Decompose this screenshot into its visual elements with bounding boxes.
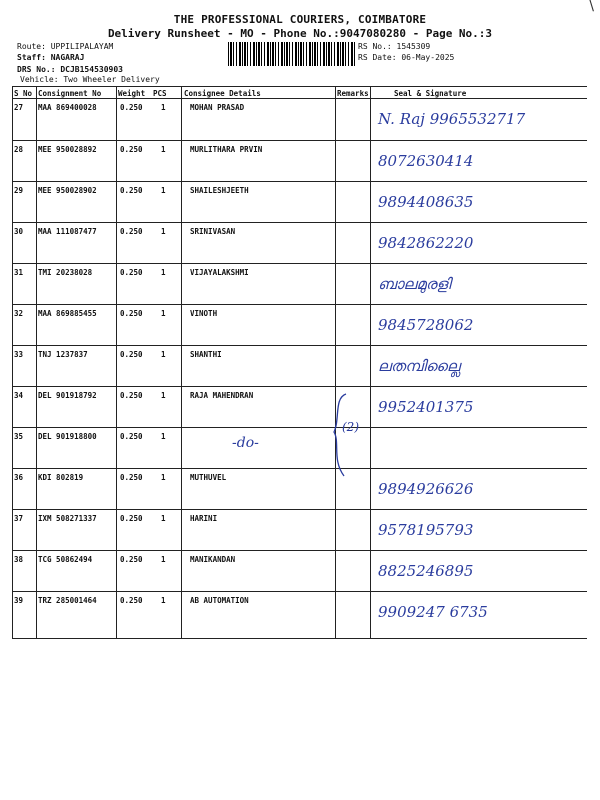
row-consignee: RAJA MAHENDRAN <box>190 391 254 400</box>
row-consignee: SHAILESHJEETH <box>190 186 249 195</box>
row-weight: 0.250 <box>120 391 143 400</box>
row-pcs: 1 <box>161 432 166 441</box>
row-consignee: VINOTH <box>190 309 218 318</box>
row-consignment-no: MEE 950028902 <box>38 186 97 195</box>
row-consignment-no: TMI 20238028 <box>38 268 93 277</box>
row-weight: 0.250 <box>120 555 143 564</box>
row-consignee: MOHAN PRASAD <box>190 103 245 112</box>
row-consignment-no: TNJ 1237837 <box>38 350 88 359</box>
row-signature: 9894926626 <box>378 480 474 498</box>
remark-bracket <box>326 390 366 480</box>
drs-label: DRS No.: DCJB154530903 <box>17 65 123 74</box>
row-divider <box>12 345 587 346</box>
row-weight: 0.250 <box>120 514 143 523</box>
route-label: Route: UPPILIPALAYAM <box>17 42 114 51</box>
row-consignment-no: MAA 111087477 <box>38 227 97 236</box>
row-consignee: VIJAYALAKSHMI <box>190 268 249 277</box>
row-consignment-no: MAA 869885455 <box>38 309 97 318</box>
row-sno: 35 <box>14 432 24 441</box>
row-weight: 0.250 <box>120 432 143 441</box>
row-pcs: 1 <box>161 103 166 112</box>
row-divider <box>12 468 587 469</box>
row-sno: 36 <box>14 473 24 482</box>
row-signature: 9842862220 <box>378 234 474 252</box>
row-sno: 39 <box>14 596 24 605</box>
row-consignment-no: TRZ 285001464 <box>38 596 97 605</box>
row-weight: 0.250 <box>120 145 143 154</box>
row-pcs: 1 <box>161 350 166 359</box>
row-divider <box>12 140 587 141</box>
row-divider <box>12 222 587 223</box>
row-divider <box>12 550 587 551</box>
row-weight: 0.250 <box>120 596 143 605</box>
row-sno: 27 <box>14 103 24 112</box>
col-header-remarks: Remarks <box>337 89 369 98</box>
col-header-consignment: Consignment No <box>38 89 102 98</box>
row-consignee: HARINI <box>190 514 218 523</box>
row-consignee: MANIKANDAN <box>190 555 236 564</box>
row-sno: 38 <box>14 555 24 564</box>
row-pcs: 1 <box>161 473 166 482</box>
row-signature: ബാലമുരളി <box>378 275 451 293</box>
row-sno: 31 <box>14 268 24 277</box>
row-signature: 9952401375 <box>378 398 474 416</box>
row-consignee: -do- <box>232 435 259 451</box>
row-divider <box>12 386 587 387</box>
row-signature: 8072630414 <box>378 152 474 170</box>
row-sno: 28 <box>14 145 24 154</box>
row-divider <box>12 427 587 428</box>
row-divider <box>12 591 587 592</box>
row-signature: 9845728062 <box>378 316 474 334</box>
row-weight: 0.250 <box>120 227 143 236</box>
row-weight: 0.250 <box>120 309 143 318</box>
col-header-pcs: PCS <box>153 89 167 98</box>
row-sno: 37 <box>14 514 24 523</box>
row-sno: 33 <box>14 350 24 359</box>
barcode <box>228 42 356 66</box>
vehicle-label: Vehicle: Two Wheeler Delivery <box>20 75 160 84</box>
row-pcs: 1 <box>161 596 166 605</box>
rs-date: RS Date: 06-May-2025 <box>358 53 455 62</box>
corner-mark: \ <box>589 0 594 14</box>
row-signature: 8825246895 <box>378 562 474 580</box>
row-consignment-no: KDI 802819 <box>38 473 84 482</box>
row-consignee: MUTHUVEL <box>190 473 227 482</box>
row-pcs: 1 <box>161 391 166 400</box>
col-header-sno: S No <box>14 89 33 98</box>
row-divider <box>12 263 587 264</box>
row-consignment-no: DEL 901918800 <box>38 432 97 441</box>
row-signature: 9909247 6735 <box>378 603 488 621</box>
row-consignee: MURLITHARA PRVIN <box>190 145 263 154</box>
row-consignment-no: TCG 50862494 <box>38 555 93 564</box>
staff-label: Staff: NAGARAJ <box>17 53 85 62</box>
row-divider <box>12 181 587 182</box>
document-title: THE PROFESSIONAL COURIERS, COIMBATORE <box>173 13 427 26</box>
col-header-weight: Weight <box>118 89 146 98</box>
row-consignee: SHANTHI <box>190 350 222 359</box>
row-signature: ലതമ്പില്ലൈ <box>378 357 460 375</box>
col-header-consignee: Consignee Details <box>184 89 261 98</box>
row-consignment-no: MEE 950028892 <box>38 145 97 154</box>
row-pcs: 1 <box>161 555 166 564</box>
row-sno: 30 <box>14 227 24 236</box>
row-signature: 9578195793 <box>378 521 474 539</box>
row-weight: 0.250 <box>120 186 143 195</box>
row-consignee: AB AUTOMATION <box>190 596 249 605</box>
row-consignment-no: DEL 901918792 <box>38 391 97 400</box>
rs-number: RS No.: 1545309 <box>358 42 431 51</box>
row-pcs: 1 <box>161 227 166 236</box>
row-signature: N. Raj 9965532717 <box>378 110 526 128</box>
row-weight: 0.250 <box>120 350 143 359</box>
row-pcs: 1 <box>161 186 166 195</box>
col-header-signature: Seal & Signature <box>394 89 467 98</box>
row-sno: 32 <box>14 309 24 318</box>
row-weight: 0.250 <box>120 473 143 482</box>
row-pcs: 1 <box>161 268 166 277</box>
remark-mark: (2) <box>342 420 359 434</box>
row-divider <box>12 509 587 510</box>
row-sno: 34 <box>14 391 24 400</box>
row-divider <box>12 638 587 639</box>
row-consignment-no: MAA 869400028 <box>38 103 97 112</box>
row-pcs: 1 <box>161 514 166 523</box>
row-pcs: 1 <box>161 309 166 318</box>
row-signature: 9894408635 <box>378 193 474 211</box>
row-consignee: SRINIVASAN <box>190 227 236 236</box>
row-weight: 0.250 <box>120 268 143 277</box>
document-subtitle: Delivery Runsheet - MO - Phone No.:9047080280 - Page No.:3 <box>107 27 493 40</box>
row-weight: 0.250 <box>120 103 143 112</box>
row-divider <box>12 304 587 305</box>
row-pcs: 1 <box>161 145 166 154</box>
row-consignment-no: IXM 508271337 <box>38 514 97 523</box>
row-sno: 29 <box>14 186 24 195</box>
